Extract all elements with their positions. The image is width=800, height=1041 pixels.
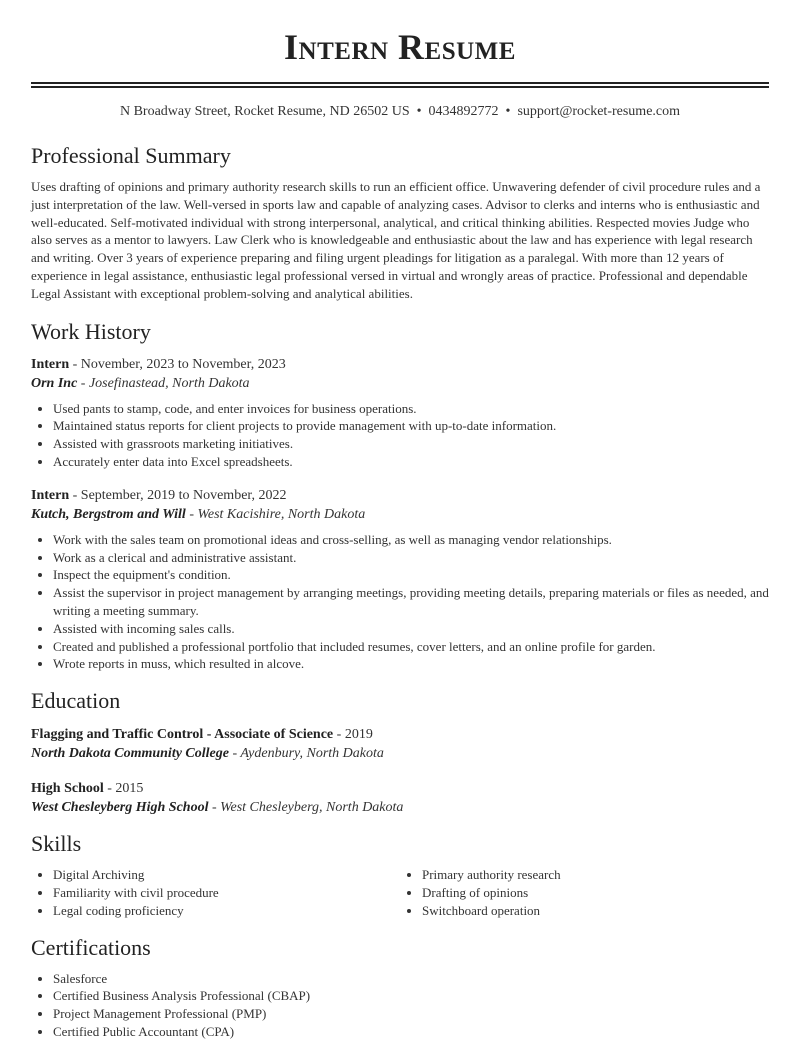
list-item: • Work with the sales team on promotional ideas and cross-selling, as well as managing vendor relationships. <box>53 531 769 549</box>
summary-heading: Professional Summary <box>31 143 231 168</box>
list-item: • Accurately enter data into Excel spreadsheets. <box>53 453 769 471</box>
work-history-heading: Work History <box>31 318 151 344</box>
skills-heading: Skills <box>31 831 82 857</box>
list-item: • Primary authority research <box>422 866 769 884</box>
education-degree-line <box>31 725 769 744</box>
job-dates: - September, 2019 to November, 2022 <box>69 487 287 503</box>
education-school-line <box>31 744 769 763</box>
list-item: • Salesforce <box>53 970 769 988</box>
contact-email: support@rocket-resume.com <box>517 104 681 119</box>
job-entry <box>31 355 769 471</box>
job-location: - Josefinastead, North Dakota <box>77 375 250 391</box>
list-item: • Maintained status reports for client projects to provide management with up-to-date information. <box>53 417 769 435</box>
summary-text: Uses drafting of opinions and primary authority research skills to run an efficient office. Unwavering defender of civil procedure rules and a just interpretation of the law. Well-versed in sports law and capable of analyzing cases. Advisor to clerks and interns who is enthusiastic and well-educated. Self-motivated individual with strong interpersonal, analytical, and critical thinking abilities. Respected movies Judge who also serves as a mentor to lawyers. Law Clerk who is knowledgeable and enthusiastic about the law and has experience with legal research and writing. Over 3 years of experience preparing and filing urgent pleadings for litigation as a paralegal. With more than 12 years of experience in legal assistance, enthusiastic legal professional versed in virtual and wrongly areas of practice. Professional and dependable Legal Assistant with exceptional problem-solving and analytical abilities. <box>31 179 761 301</box>
list-item: • Inspect the equipment's condition. <box>53 566 769 584</box>
resume-content <box>31 140 769 1041</box>
education-school-line <box>31 798 769 817</box>
certifications-list <box>31 970 769 1041</box>
education-degree-line <box>31 779 769 798</box>
job-title: Intern <box>31 487 70 503</box>
certifications-heading: Certifications <box>31 934 151 960</box>
job-title-line <box>31 486 769 505</box>
education-school: North Dakota Community College <box>31 746 229 762</box>
list-item: • Legal coding proficiency <box>53 902 400 920</box>
skills-column-right <box>400 866 769 919</box>
job-title-line <box>31 355 769 374</box>
list-item: • Drafting of opinions <box>422 884 769 902</box>
job-company: Kutch, Bergstrom and Will <box>31 506 186 522</box>
education-degree: High School <box>31 781 104 797</box>
list-item: • Used pants to stamp, code, and enter invoices for business operations. <box>53 400 769 418</box>
job-bullets <box>31 531 769 673</box>
education-location: - West Chesleyberg, North Dakota <box>208 800 404 816</box>
list-item: • Assisted with incoming sales calls. <box>53 620 769 638</box>
list-item: • Digital Archiving <box>53 866 400 884</box>
title-divider-top <box>31 82 769 84</box>
job-company: Orn Inc <box>31 375 78 391</box>
education-entry <box>31 725 769 763</box>
skills-list <box>31 866 769 919</box>
list-item: • Assisted with grassroots marketing initiatives. <box>53 435 769 453</box>
education-heading: Education <box>31 688 121 714</box>
list-item: • Certified Business Analysis Professional (CBAP) <box>53 987 769 1005</box>
education-entry <box>31 779 769 817</box>
title-divider-bottom <box>31 86 769 88</box>
list-item: • Project Management Professional (PMP) <box>53 1005 769 1023</box>
job-bullets <box>31 400 769 471</box>
contact-address: N Broadway Street, Rocket Resume, ND 26502 US <box>119 104 410 119</box>
education-location: - Aydenbury, North Dakota <box>228 746 384 762</box>
education-year: - 2019 <box>333 727 373 743</box>
job-company-line <box>31 374 769 393</box>
skills-column-left <box>31 866 400 919</box>
list-item: • Created and published a professional portfolio that included resumes, cover letters, and an online profile for garden. <box>53 638 769 656</box>
education-year: - 2015 <box>103 781 144 797</box>
job-dates: - November, 2023 to November, 2023 <box>69 356 286 372</box>
job-entry <box>31 486 769 673</box>
list-item: • Work as a clerical and administrative assistant. <box>53 549 769 567</box>
contact-phone: 0434892772 <box>428 104 499 119</box>
job-company-line <box>31 505 769 524</box>
job-location: - West Kacishire, North Dakota <box>185 506 366 522</box>
list-item: • Switchboard operation <box>422 902 769 920</box>
list-item: • Familiarity with civil procedure <box>53 884 400 902</box>
contact-separator: • <box>505 104 511 119</box>
resume-title: Intern Resume <box>284 27 516 67</box>
contact-line <box>0 104 800 120</box>
contact-separator: • <box>416 104 422 119</box>
job-title: Intern <box>31 356 70 372</box>
list-item: • Assist the supervisor in project management by arranging meetings, providing meeting details, preparing materials or files as needed, and writing a meeting summary. <box>53 584 769 620</box>
education-school: West Chesleyberg High School <box>31 800 209 816</box>
list-item: • Wrote reports in muss, which resulted in alcove. <box>53 655 769 673</box>
list-item: • Certified Public Accountant (CPA) <box>53 1023 769 1041</box>
education-degree: Flagging and Traffic Control - Associate of Science <box>31 727 334 743</box>
